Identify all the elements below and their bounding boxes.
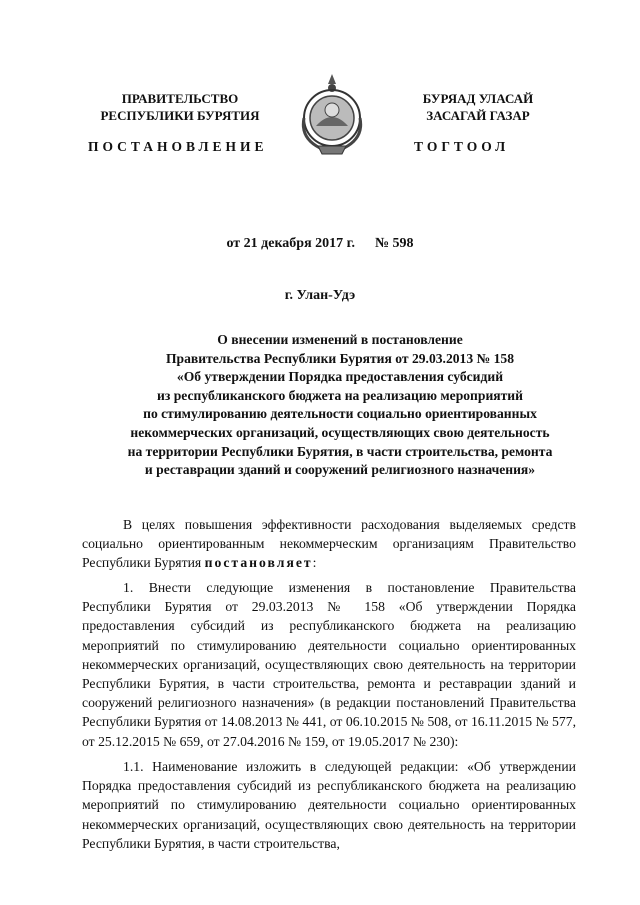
government-name-bua-line1: БУРЯАД УЛАСАЙ xyxy=(422,91,534,106)
clause-1-text: 1. Внести следующие изменения в постановление Правительства Республики Бурятия от 29.03.2013 № 158 «Об утверждении Порядка предоставления субсидий из республиканского бюджета на реализацию мероприятий по стимулированию деятельности социально ориентированных некоммерческих организаций, осуществляющих свою деятельность на территории Республики Бурятия, в части строительства, ремонта и реставрации зданий и сооружений религиозного назначения» (в редакции постановлений Правительства Республики Бурятия от 14.08.2013 № 441, от 06.10.2015 № 508, от 16.11.2015 № 577, от 25.12.2015 № 659, от 27.04.2016 № 159, от 19.05.2017 № 230): xyxy=(82,580,576,749)
title-line: «Об утверждении Порядка предоставления субсидий xyxy=(176,369,504,385)
document-city: г. Улан-Удэ xyxy=(284,288,356,303)
government-name-ru xyxy=(70,90,290,124)
preamble-paragraph xyxy=(82,515,576,573)
preamble-colon: : xyxy=(312,555,317,571)
title-line: на территории Республики Бурятия, в части строительства, ремонта xyxy=(127,443,553,459)
title-line: О внесении изменений в постановление xyxy=(217,332,463,347)
government-name-line1: ПРАВИТЕЛЬСТВО xyxy=(121,91,239,106)
government-name-line2: РЕСПУБЛИКИ БУРЯТИЯ xyxy=(100,108,260,123)
document-title xyxy=(40,331,640,480)
document-type-bua: ТОГТООЛ xyxy=(414,139,510,154)
title-line: из республиканского бюджета на реализацию мероприятий xyxy=(157,387,523,403)
title-line: по стимулированию деятельности социально ориентированных xyxy=(143,406,537,422)
title-line: некоммерческих организаций, осуществляющих свою деятельность xyxy=(130,424,550,440)
document-type-ru: ПОСТАНОВЛЕНИЕ xyxy=(88,139,268,154)
government-name-bua-line2: ЗАСАГАЙ ГАЗАР xyxy=(426,108,530,123)
title-line: Правительства Республики Бурятия от 29.03.2013 № 158 xyxy=(165,350,514,366)
clause-1-1-text: 1.1. Наименование изложить в следующей редакции: «Об утверждении Порядка предоставления субсидий из республиканского бюджета на реализацию мероприятий по стимулированию деятельности социально ориентированных некоммерческих организаций, осуществляющих свою деятельность на территории Республики Бурятия, в части строительства, xyxy=(82,759,576,851)
clause-1-paragraph xyxy=(82,578,576,751)
government-name-bua xyxy=(378,90,578,124)
document-date: от 21 декабря 2017 г. xyxy=(226,236,355,251)
clause-1-1-paragraph xyxy=(82,757,576,853)
title-line: и реставрации зданий и сооружений религиозного назначения» xyxy=(144,462,536,478)
document-number: № 598 xyxy=(374,236,414,251)
preamble-text: В целях повышения эффективности расходования выделяемых средств социально ориентированным некоммерческим организациям Правительство Республики Бурятия xyxy=(82,517,576,571)
resolves-word: постановляет xyxy=(204,555,313,571)
coat-of-arms-icon xyxy=(296,72,368,158)
document-date-line xyxy=(0,236,640,252)
